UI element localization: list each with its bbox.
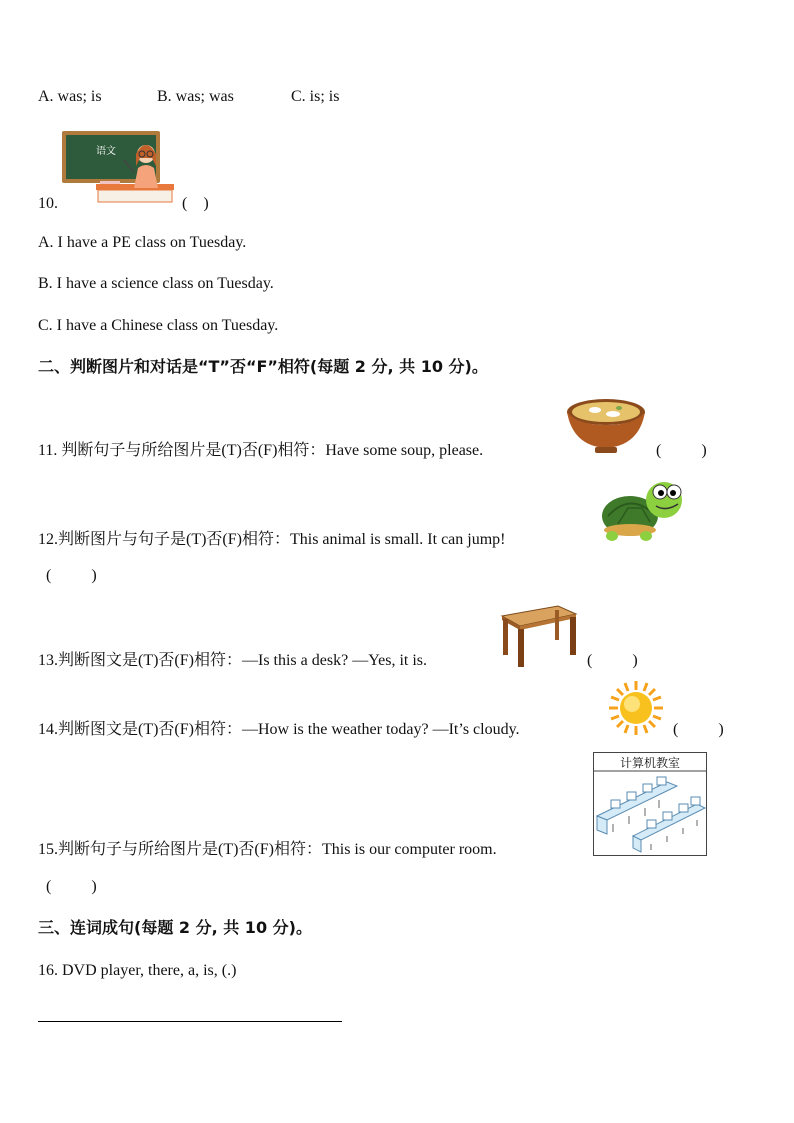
q9-option-b: B. was; was bbox=[157, 88, 234, 105]
turtle-image bbox=[598, 478, 688, 544]
section-2-heading: 二、判断图片和对话是“T”否“F”相符(每题 2 分, 共 10 分)。 bbox=[38, 357, 488, 376]
desk-image bbox=[500, 602, 578, 668]
q16-text: 16. DVD player, there, a, is, (.) bbox=[38, 962, 237, 979]
q14-answer-bracket[interactable]: ( ) bbox=[673, 721, 724, 738]
soup-bowl-image bbox=[565, 396, 647, 456]
computer-room-sign: 计算机教室 bbox=[619, 756, 681, 770]
q10-answer-bracket[interactable]: ( ) bbox=[182, 195, 209, 212]
q14-text: 14.判断图文是(T)否(F)相符：—How is the weather today? —It’s cloudy. bbox=[38, 721, 520, 738]
q10-option-b: B. I have a science class on Tuesday. bbox=[38, 275, 274, 292]
q10-option-c: C. I have a Chinese class on Tuesday. bbox=[38, 317, 279, 334]
teacher-blackboard-image bbox=[60, 128, 174, 204]
computer-room-image bbox=[593, 752, 707, 856]
q10-number: 10. bbox=[38, 195, 58, 212]
q15-answer-bracket[interactable]: ( ) bbox=[46, 878, 97, 895]
section-3-heading: 三、连词成句(每题 2 分, 共 10 分)。 bbox=[38, 918, 312, 937]
q9-option-a: A. was; is bbox=[38, 88, 102, 105]
board-text: 语文 bbox=[96, 146, 116, 157]
q11-answer-bracket[interactable]: ( ) bbox=[656, 442, 707, 459]
q13-answer-bracket[interactable]: ( ) bbox=[587, 652, 638, 669]
q10-option-a: A. I have a PE class on Tuesday. bbox=[38, 234, 247, 251]
q9-option-c: C. is; is bbox=[291, 88, 340, 105]
q15-text: 15.判断句子与所给图片是(T)否(F)相符：This is our computer room. bbox=[38, 841, 497, 858]
q16-answer-line[interactable] bbox=[38, 1021, 342, 1022]
q12-text: 12.判断图片与句子是(T)否(F)相符：This animal is small. It can jump! bbox=[38, 531, 506, 548]
q13-text: 13.判断图文是(T)否(F)相符：—Is this a desk? —Yes, it is. bbox=[38, 652, 428, 669]
q12-answer-bracket[interactable]: ( ) bbox=[46, 567, 97, 584]
sun-icon bbox=[608, 680, 664, 736]
q11-text: 11. 判断句子与所给图片是(T)否(F)相符：Have some soup, please. bbox=[38, 442, 484, 459]
